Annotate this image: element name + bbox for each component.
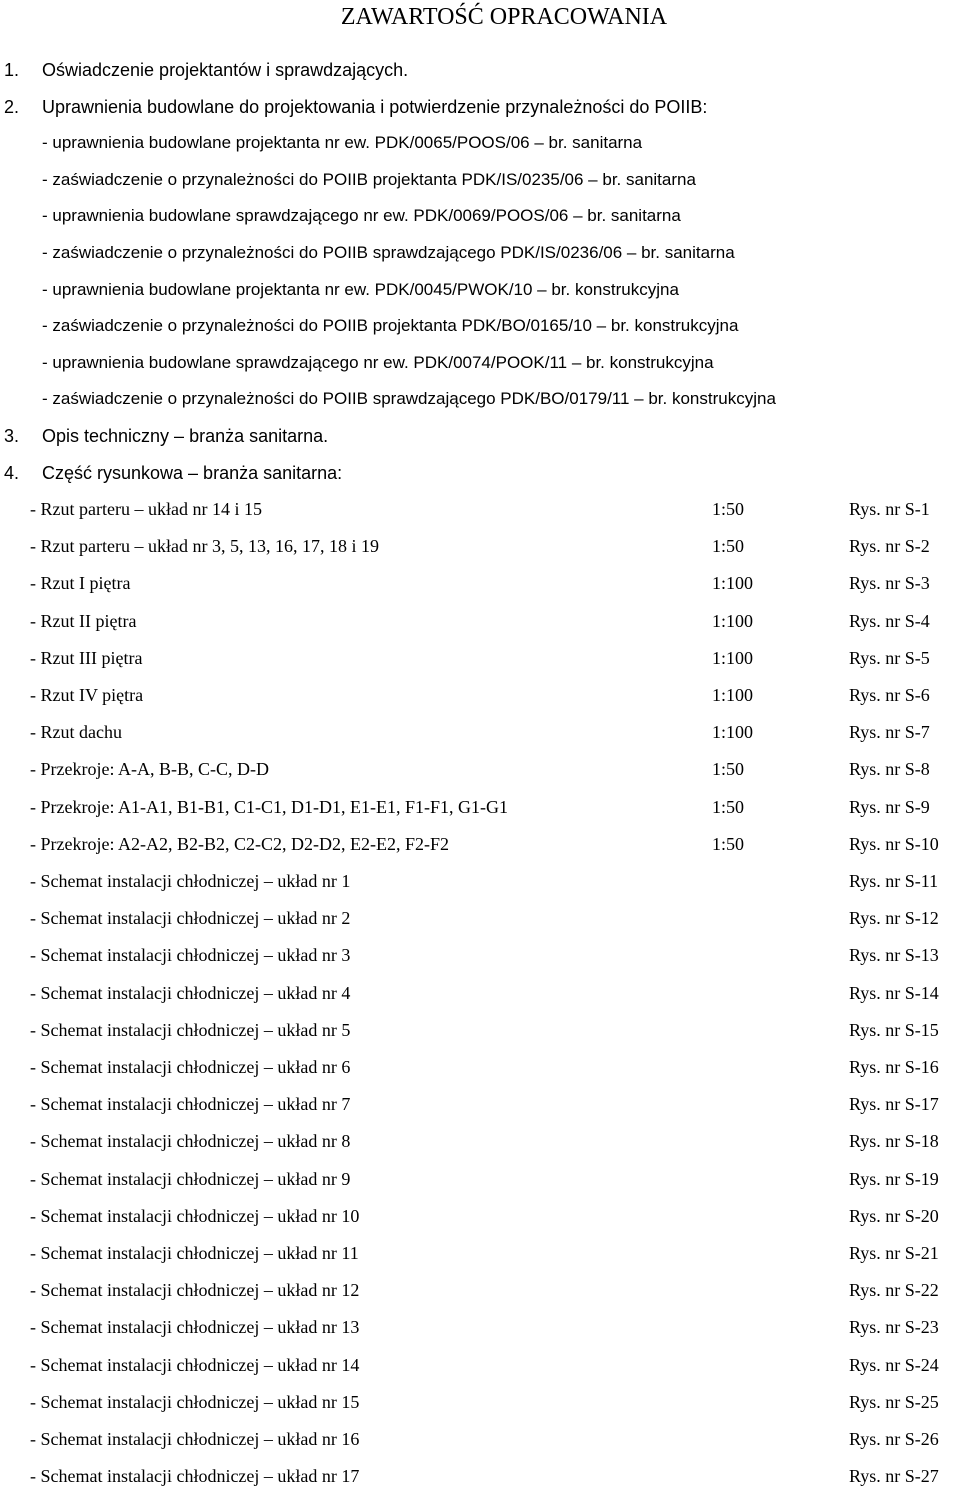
drawing-scale: 1:50 [712, 536, 745, 556]
section-number: 1. [4, 60, 20, 80]
drawing-row [30, 869, 960, 893]
drawing-row [30, 943, 960, 967]
drawing-row [30, 1241, 960, 1265]
drawing-row [30, 1278, 960, 1302]
permit-line: - uprawnienia budowlane projektanta nr ew. PDK/0045/PWOK/10 – br. konstrukcyjna [42, 280, 679, 299]
drawing-sheet-number: Rys. nr S-5 [849, 648, 930, 668]
drawing-row [30, 1055, 960, 1079]
drawing-sheet-number: Rys. nr S-16 [849, 1057, 939, 1077]
drawing-sheet-number: Rys. nr S-8 [849, 759, 930, 779]
drawing-title: - Schemat instalacji chłodniczej – układ nr 5 [30, 1020, 351, 1040]
drawing-sheet-number: Rys. nr S-6 [849, 685, 930, 705]
drawing-row [30, 1315, 960, 1339]
section-2 [4, 96, 707, 118]
drawing-sheet-number: Rys. nr S-25 [849, 1392, 939, 1412]
drawing-scale: 1:50 [712, 797, 745, 817]
drawing-title: - Rzut I piętra [30, 573, 131, 593]
drawing-title: - Schemat instalacji chłodniczej – układ nr 8 [30, 1131, 351, 1151]
section-label: Oświadczenie projektantów i sprawdzających. [42, 60, 409, 80]
permit-line: - zaświadczenie o przynależności do POIIB projektanta PDK/IS/0235/06 – br. sanitarna [42, 170, 696, 189]
drawing-row [30, 1464, 960, 1488]
permit-line: - zaświadczenie o przynależności do POIIB sprawdzającego PDK/IS/0236/06 – br. sanitarna [42, 243, 735, 262]
drawing-sheet-number: Rys. nr S-7 [849, 722, 930, 742]
drawing-sheet-number: Rys. nr S-26 [849, 1429, 939, 1449]
permit-line: - uprawnienia budowlane projektanta nr ew. PDK/0065/POOS/06 – br. sanitarna [42, 133, 643, 152]
drawing-sheet-number: Rys. nr S-1 [849, 499, 930, 519]
drawing-row [30, 832, 960, 856]
drawing-row [30, 683, 960, 707]
drawing-title: - Schemat instalacji chłodniczej – układ nr 11 [30, 1243, 359, 1263]
section-number: 3. [4, 426, 20, 446]
section-label: Uprawnienia budowlane do projektowania i potwierdzenie przynależności do POIIB: [42, 97, 708, 117]
drawing-scale: 1:50 [712, 499, 745, 519]
drawing-title: - Przekroje: A-A, B-B, C-C, D-D [30, 759, 269, 779]
drawing-row [30, 609, 960, 633]
drawing-title: - Schemat instalacji chłodniczej – układ nr 12 [30, 1280, 360, 1300]
drawing-row [30, 1204, 960, 1228]
permit-line: - zaświadczenie o przynależności do POIIB sprawdzającego PDK/BO/0179/11 – br. konstrukcyjna [42, 389, 776, 408]
drawing-row [30, 571, 960, 595]
permit-line: - uprawnienia budowlane sprawdzającego nr ew. PDK/0069/POOS/06 – br. sanitarna [42, 206, 681, 225]
drawing-title: - Rzut II piętra [30, 611, 137, 631]
drawing-row [30, 497, 960, 521]
section-number: 4. [4, 463, 20, 483]
section-4 [4, 462, 342, 484]
drawing-sheet-number: Rys. nr S-13 [849, 945, 939, 965]
drawing-title: - Schemat instalacji chłodniczej – układ nr 14 [30, 1355, 360, 1375]
page-title: ZAWARTOŚĆ OPRACOWANIA [340, 4, 668, 30]
drawing-sheet-number: Rys. nr S-22 [849, 1280, 939, 1300]
drawing-row [30, 1427, 960, 1451]
drawing-row [30, 795, 960, 819]
drawing-row [30, 1167, 960, 1191]
drawing-title: - Schemat instalacji chłodniczej – układ nr 10 [30, 1206, 360, 1226]
drawing-sheet-number: Rys. nr S-18 [849, 1131, 939, 1151]
section-number: 2. [4, 97, 20, 117]
drawing-scale: 1:100 [712, 722, 754, 742]
drawing-title: - Rzut parteru – układ nr 3, 5, 13, 16, 17, 18 i 19 [30, 536, 379, 556]
drawing-title: - Przekroje: A2-A2, B2-B2, C2-C2, D2-D2, E2-E2, F2-F2 [30, 834, 449, 854]
drawing-sheet-number: Rys. nr S-23 [849, 1317, 939, 1337]
drawing-title: - Schemat instalacji chłodniczej – układ nr 7 [30, 1094, 351, 1114]
drawing-sheet-number: Rys. nr S-24 [849, 1355, 939, 1375]
drawing-title: - Schemat instalacji chłodniczej – układ nr 1 [30, 871, 351, 891]
drawing-sheet-number: Rys. nr S-20 [849, 1206, 939, 1226]
drawing-title: - Rzut IV piętra [30, 685, 144, 705]
drawing-sheet-number: Rys. nr S-15 [849, 1020, 939, 1040]
drawing-row [30, 757, 960, 781]
drawing-row [30, 646, 960, 670]
drawing-row [30, 906, 960, 930]
drawing-row [30, 1129, 960, 1153]
drawing-title: - Schemat instalacji chłodniczej – układ nr 16 [30, 1429, 360, 1449]
drawing-title: - Przekroje: A1-A1, B1-B1, C1-C1, D1-D1, E1-E1, F1-F1, G1-G1 [30, 797, 508, 817]
section-3 [4, 425, 328, 447]
drawing-row [30, 981, 960, 1005]
drawing-sheet-number: Rys. nr S-17 [849, 1094, 939, 1114]
drawing-title: - Schemat instalacji chłodniczej – układ nr 9 [30, 1169, 351, 1189]
drawing-title: - Schemat instalacji chłodniczej – układ nr 15 [30, 1392, 360, 1412]
drawing-row [30, 1390, 960, 1414]
permit-line: - zaświadczenie o przynależności do POIIB projektanta PDK/BO/0165/10 – br. konstrukcyjna [42, 316, 739, 335]
section-label: Część rysunkowa – branża sanitarna: [42, 463, 343, 483]
permit-line: - uprawnienia budowlane sprawdzającego nr ew. PDK/0074/POOK/11 – br. konstrukcyjna [42, 353, 714, 372]
drawing-title: - Schemat instalacji chłodniczej – układ nr 4 [30, 983, 351, 1003]
drawing-row [30, 720, 960, 744]
drawing-sheet-number: Rys. nr S-27 [849, 1466, 939, 1486]
drawing-row [30, 1092, 960, 1116]
drawing-sheet-number: Rys. nr S-12 [849, 908, 939, 928]
section-label: Opis techniczny – branża sanitarna. [42, 426, 329, 446]
drawing-title: - Schemat instalacji chłodniczej – układ nr 13 [30, 1317, 360, 1337]
drawing-sheet-number: Rys. nr S-10 [849, 834, 939, 854]
drawing-sheet-number: Rys. nr S-2 [849, 536, 930, 556]
drawing-sheet-number: Rys. nr S-21 [849, 1243, 939, 1263]
drawing-title: - Schemat instalacji chłodniczej – układ nr 2 [30, 908, 351, 928]
drawing-row [30, 1018, 960, 1042]
drawing-scale: 1:100 [712, 648, 754, 668]
drawing-sheet-number: Rys. nr S-14 [849, 983, 939, 1003]
drawing-sheet-number: Rys. nr S-3 [849, 573, 930, 593]
drawing-title: - Schemat instalacji chłodniczej – układ nr 3 [30, 945, 351, 965]
drawing-title: - Rzut dachu [30, 722, 122, 742]
drawing-title: - Rzut III piętra [30, 648, 143, 668]
drawing-title: - Schemat instalacji chłodniczej – układ nr 6 [30, 1057, 351, 1077]
section-1 [4, 59, 408, 81]
drawing-scale: 1:50 [712, 759, 745, 779]
drawing-title: - Schemat instalacji chłodniczej – układ nr 17 [30, 1466, 360, 1486]
drawing-sheet-number: Rys. nr S-4 [849, 611, 930, 631]
drawing-scale: 1:100 [712, 685, 754, 705]
drawing-row [30, 1353, 960, 1377]
drawing-sheet-number: Rys. nr S-11 [849, 871, 939, 891]
drawing-scale: 1:50 [712, 834, 745, 854]
drawing-scale: 1:100 [712, 573, 754, 593]
drawing-scale: 1:100 [712, 611, 754, 631]
drawing-row [30, 534, 960, 558]
drawing-sheet-number: Rys. nr S-9 [849, 797, 930, 817]
drawing-title: - Rzut parteru – układ nr 14 i 15 [30, 499, 262, 519]
drawing-sheet-number: Rys. nr S-19 [849, 1169, 939, 1189]
